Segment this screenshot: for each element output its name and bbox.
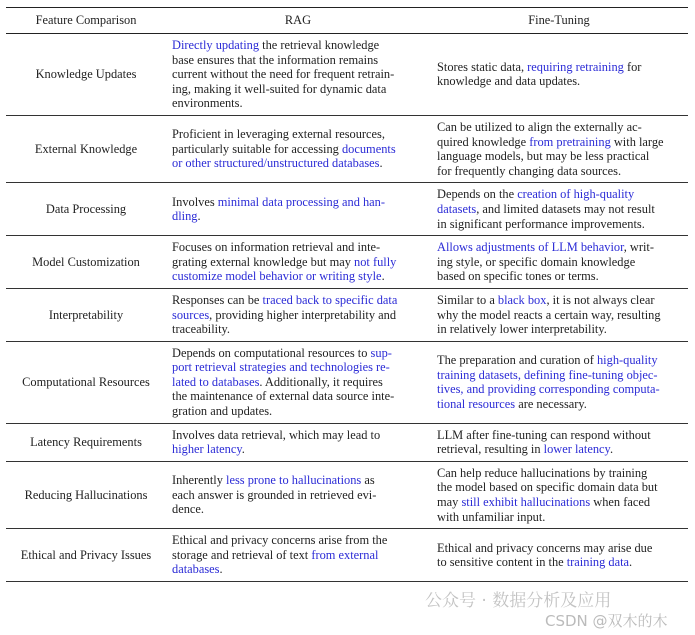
- text-line: [437, 293, 688, 308]
- watermark-csdn: CSDN @双木的木: [545, 612, 668, 630]
- text-line: [437, 240, 688, 255]
- rag-cell: [166, 288, 430, 341]
- highlighted-text: Directly updating: [172, 38, 260, 52]
- text-segment: , providing higher interpretability and: [209, 307, 397, 322]
- header-fine-tuning: Fine-Tuning: [430, 8, 688, 34]
- text-segment: .: [197, 209, 201, 224]
- text-line: [437, 217, 688, 232]
- text-segment: may: [437, 495, 462, 510]
- text-line: [437, 60, 688, 75]
- text-segment: as: [361, 473, 375, 488]
- feature-cell: Knowledge Updates: [6, 34, 166, 116]
- text-segment: quired knowledge: [437, 134, 530, 149]
- text-line: [172, 389, 430, 404]
- text-line: [437, 442, 688, 457]
- text-line: [437, 149, 688, 164]
- rag-cell: [166, 341, 430, 423]
- text-line: [172, 142, 430, 157]
- text-line: [437, 495, 688, 510]
- text-segment: Involves data retrieval, which may lead to: [172, 427, 381, 442]
- highlighted-text: creation of high-quality: [517, 187, 635, 202]
- text-line: [172, 293, 430, 308]
- fine-tuning-cell: [430, 529, 688, 582]
- text-segment: Ethical and privacy concerns may arise due: [437, 540, 653, 555]
- text-segment: .: [379, 156, 383, 171]
- text-segment: Can help reduce hallucinations by training: [437, 465, 648, 480]
- text-line: [172, 428, 430, 443]
- fine-tuning-cell: [430, 423, 688, 461]
- text-segment: in relatively lower interpretability.: [437, 322, 607, 337]
- text-segment: knowledge and data updates.: [437, 74, 581, 89]
- rag-cell: [166, 529, 430, 582]
- table-row: [6, 461, 688, 528]
- highlighted-text: or other structured/unstructured databases: [172, 156, 380, 171]
- feature-cell: Model Customization: [6, 236, 166, 289]
- highlighted-text: black box: [497, 292, 547, 307]
- feature-cell: External Knowledge: [6, 115, 166, 182]
- fine-tuning-cell: [430, 34, 688, 116]
- text-segment: .: [629, 555, 633, 570]
- rag-cell: [166, 236, 430, 289]
- text-line: [172, 67, 430, 82]
- rag-cell: [166, 423, 430, 461]
- text-segment: when faced: [590, 495, 651, 510]
- rag-cell: [166, 34, 430, 116]
- text-segment: in significant performance improvements.: [437, 216, 645, 231]
- text-line: [437, 353, 688, 368]
- highlighted-text: sources: [172, 307, 210, 322]
- table-row: [6, 341, 688, 423]
- watermark: 公众号 · 数据分析及应用: [425, 591, 612, 611]
- text-line: [437, 322, 688, 337]
- text-segment: Stores static data,: [437, 59, 528, 74]
- feature-cell: Reducing Hallucinations: [6, 461, 166, 528]
- highlighted-text: Allows adjustments of LLM behavior: [437, 240, 624, 255]
- fine-tuning-cell: [430, 461, 688, 528]
- highlighted-text: minimal data processing and han-: [217, 194, 386, 209]
- text-line: [172, 308, 430, 323]
- highlighted-text: databases: [172, 562, 220, 577]
- text-segment: Inherently: [172, 473, 227, 488]
- text-line: [437, 202, 688, 217]
- text-segment: gration and updates.: [172, 404, 273, 419]
- text-line: [437, 164, 688, 179]
- comparison-table: [6, 7, 688, 582]
- feature-cell: Latency Requirements: [6, 423, 166, 461]
- header-feature: Feature Comparison: [6, 8, 166, 34]
- table-row: [6, 236, 688, 289]
- text-segment: each answer is grounded in retrieved evi-: [172, 487, 377, 502]
- text-segment: Depends on computational resources to: [172, 345, 371, 360]
- text-segment: Ethical and privacy concerns arise from the: [172, 533, 388, 548]
- text-segment: are necessary.: [515, 396, 587, 411]
- text-segment: , it is not always clear: [546, 292, 655, 307]
- highlighted-text: tives, and providing corresponding computa-: [437, 382, 660, 397]
- text-line: [172, 488, 430, 503]
- text-line: [172, 346, 430, 361]
- text-line: [437, 269, 688, 284]
- feature-cell: Computational Resources: [6, 341, 166, 423]
- text-segment: .: [381, 269, 385, 284]
- text-line: [172, 562, 430, 577]
- text-line: [437, 74, 688, 89]
- highlighted-text: training datasets, defining fine-tuning objec-: [437, 367, 658, 382]
- table-row: [6, 288, 688, 341]
- highlighted-text: customize model behavior or writing style: [172, 269, 382, 284]
- rag-cell: [166, 461, 430, 528]
- text-line: [172, 548, 430, 563]
- text-line: [172, 53, 430, 68]
- highlighted-text: less prone to hallucinations: [226, 473, 362, 488]
- table-row: [6, 423, 688, 461]
- text-segment: Can be utilized to align the externally ac-: [437, 119, 642, 134]
- text-line: [172, 209, 430, 224]
- text-line: [172, 127, 430, 142]
- text-segment: grating external knowledge but may: [172, 254, 355, 269]
- text-segment: traceability.: [172, 322, 231, 337]
- text-segment: base ensures that the information remains: [172, 52, 379, 67]
- highlighted-text: lower latency: [543, 442, 610, 457]
- text-line: [437, 135, 688, 150]
- text-line: [172, 255, 430, 270]
- highlighted-text: traced back to specific data: [262, 292, 398, 307]
- highlighted-text: requiring retraining: [527, 59, 624, 74]
- text-line: [172, 156, 430, 171]
- text-line: [437, 382, 688, 397]
- feature-cell: Ethical and Privacy Issues: [6, 529, 166, 582]
- text-segment: The preparation and curation of: [437, 352, 597, 367]
- highlighted-text: datasets: [437, 201, 477, 216]
- text-segment: Similar to a: [437, 292, 498, 307]
- text-segment: particularly suitable for accessing: [172, 141, 342, 156]
- text-line: [437, 255, 688, 270]
- highlighted-text: documents: [341, 141, 396, 156]
- highlighted-text: from external: [311, 547, 379, 562]
- text-line: [437, 397, 688, 412]
- highlighted-text: tional resources: [437, 396, 516, 411]
- header-rag: RAG: [166, 8, 430, 34]
- text-segment: Depends on the: [437, 187, 518, 202]
- feature-cell: Data Processing: [6, 183, 166, 236]
- text-segment: dence.: [172, 502, 204, 517]
- text-line: [172, 38, 430, 53]
- text-segment: .: [241, 442, 245, 457]
- rag-cell: [166, 183, 430, 236]
- highlighted-text: still exhibit hallucinations: [461, 495, 591, 510]
- highlighted-text: not fully: [354, 254, 397, 269]
- text-segment: ing, making it well-suited for dynamic data: [172, 81, 387, 96]
- highlighted-text: lated to databases: [172, 374, 260, 389]
- text-line: [172, 195, 430, 210]
- text-segment: to sensitive content in the: [437, 555, 567, 570]
- text-segment: Responses can be: [172, 292, 263, 307]
- text-segment: with large: [610, 134, 664, 149]
- text-line: [437, 428, 688, 443]
- highlighted-text: port retrieval strategies and technologies re-: [172, 360, 390, 375]
- text-line: [437, 120, 688, 135]
- text-line: [172, 360, 430, 375]
- table-row: [6, 183, 688, 236]
- text-line: [172, 322, 430, 337]
- text-line: [172, 82, 430, 97]
- text-line: [172, 96, 430, 111]
- text-segment: ing style, or specific domain knowledge: [437, 254, 636, 269]
- text-line: [172, 442, 430, 457]
- text-line: [437, 480, 688, 495]
- table-row: [6, 529, 688, 582]
- text-line: [437, 541, 688, 556]
- text-segment: Focuses on information retrieval and inte-: [172, 240, 381, 255]
- feature-cell: Interpretability: [6, 288, 166, 341]
- highlighted-text: training data: [566, 555, 630, 570]
- text-line: [437, 466, 688, 481]
- rag-cell: [166, 115, 430, 182]
- highlighted-text: higher latency: [172, 442, 242, 457]
- text-segment: based on specific tones or terms.: [437, 269, 599, 284]
- text-segment: storage and retrieval of text: [172, 547, 312, 562]
- text-line: [172, 375, 430, 390]
- text-segment: for: [623, 59, 642, 74]
- text-line: [437, 555, 688, 570]
- text-segment: current without the need for frequent retrain-: [172, 67, 395, 82]
- text-line: [172, 269, 430, 284]
- highlighted-text: dling: [172, 209, 198, 224]
- text-segment: LLM after fine-tuning can respond without: [437, 427, 651, 442]
- text-segment: Proficient in leveraging external resources,: [172, 127, 385, 142]
- text-segment: .: [219, 562, 223, 577]
- text-segment: Involves: [172, 194, 218, 209]
- text-line: [172, 502, 430, 517]
- text-segment: , and limited datasets may not result: [476, 201, 655, 216]
- fine-tuning-cell: [430, 183, 688, 236]
- text-segment: for frequently changing data sources.: [437, 163, 622, 178]
- text-segment: , writ-: [623, 240, 654, 255]
- fine-tuning-cell: [430, 115, 688, 182]
- text-segment: the maintenance of external data source inte-: [172, 389, 395, 404]
- text-segment: environments.: [172, 96, 243, 111]
- fine-tuning-cell: [430, 236, 688, 289]
- highlighted-text: sup-: [370, 345, 392, 360]
- text-line: [172, 473, 430, 488]
- text-line: [172, 404, 430, 419]
- text-segment: the model based on specific domain data but: [437, 480, 658, 495]
- text-segment: . Additionally, it requires: [259, 374, 383, 389]
- fine-tuning-cell: [430, 341, 688, 423]
- text-line: [437, 368, 688, 383]
- highlighted-text: from pretraining: [529, 134, 611, 149]
- text-line: [437, 187, 688, 202]
- header-row: [6, 8, 688, 34]
- highlighted-text: high-quality: [596, 352, 658, 367]
- text-segment: retrieval, resulting in: [437, 442, 544, 457]
- text-segment: why the model reacts a certain way, resulting: [437, 307, 661, 322]
- text-line: [437, 510, 688, 525]
- text-segment: the retrieval knowledge: [259, 38, 380, 52]
- text-segment: with unfamiliar input.: [437, 509, 546, 524]
- text-segment: .: [609, 442, 614, 457]
- text-line: [437, 308, 688, 323]
- table-row: [6, 34, 688, 116]
- fine-tuning-cell: [430, 288, 688, 341]
- table-row: [6, 115, 688, 182]
- text-line: [172, 533, 430, 548]
- text-segment: language models, but may be less practical: [437, 149, 650, 164]
- text-line: [172, 240, 430, 255]
